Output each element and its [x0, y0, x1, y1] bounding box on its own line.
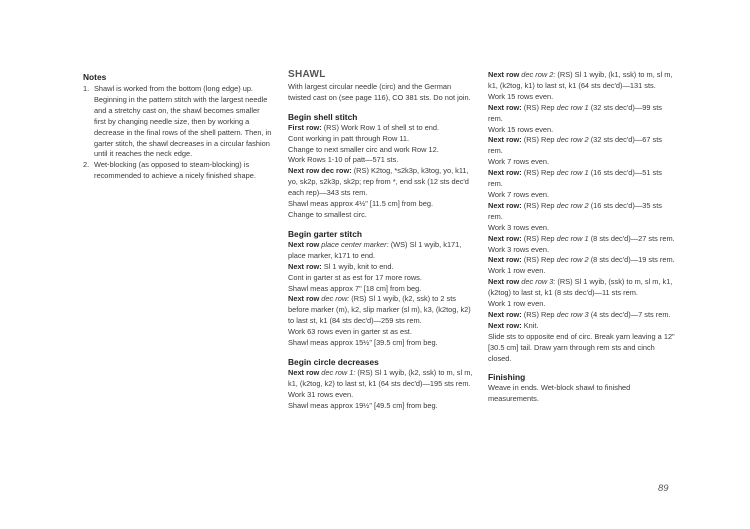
row-ref: dec row 2 [556, 200, 589, 210]
finishing-heading: Finishing [488, 372, 526, 383]
garter-heading: Begin garter stitch [288, 228, 362, 239]
circle-heading: Begin circle decreases [288, 356, 379, 367]
instruction-line [488, 255, 676, 266]
note-number: 1. [83, 84, 90, 93]
instruction-line [488, 201, 676, 223]
shawl-title: SHAWL [288, 69, 326, 80]
garter-line: Work 63 rows even in garter st as est. [288, 327, 412, 337]
row-text: (16 sts dec'd)—35 sts rem. [488, 200, 662, 221]
notes-heading: Notes [83, 72, 107, 82]
garter-line [288, 294, 476, 327]
finishing-section [488, 372, 676, 405]
row-label: Next row: [488, 255, 522, 265]
row-ref: dec row 1 [556, 102, 589, 112]
row-label: Next row: [488, 168, 522, 178]
shell-stitch-section [288, 112, 476, 221]
instruction-line [488, 234, 676, 245]
row-text: (4 sts dec'd)—7 sts rem. [588, 309, 671, 319]
row-text: (RS) Sl 1 wyib, (ssk) to m, sl m, k1, (k2tog) to last st, k1 (8 sts dec'd)—11 sts rem. [488, 277, 673, 298]
instruction-line [488, 310, 676, 321]
shell-line: Shawl meas approx 4½" [11.5 cm] from beg. [288, 199, 434, 209]
row-text: Sl 1 wyib, knit to end. [321, 261, 394, 271]
shell-heading: Begin shell stitch [288, 111, 358, 122]
row-text: (RS) Rep [521, 200, 557, 210]
note-text: Shawl is worked from the bottom (long edge) up. Beginning in the pattern stitch with the largest needle and a stretchy cast on, the shawl becomes smaller first by changing needle size, then by working a decrease in the final rows of the shell pattern. Then, in garter stitch, the shawl decreases in a circular fashion until it reaches the neck edge. [94, 84, 272, 159]
instruction-line: Work 15 rows even. [488, 91, 554, 101]
row-ref: dec row 2 [556, 135, 589, 145]
garter-line: Shawl meas approx 15½" [39.5 cm] from beg. [288, 338, 438, 348]
row-subtitle: dec row 1: [319, 367, 356, 377]
decrease-continuation-section [488, 70, 676, 405]
garter-line [288, 240, 476, 262]
row-label: Next row: [488, 200, 522, 210]
shell-line: Change to next smaller circ and work Row 12. [288, 144, 439, 154]
page-number: 89 [658, 483, 669, 494]
note-text: Wet-blocking (as opposed to steam-blocking) is recommended to achieve a nicely finished shape. [94, 160, 256, 181]
row-ref: dec row 3 [556, 309, 589, 319]
row-text: (RS) Work Row 1 of shell st to end. [321, 122, 440, 132]
row-text: (RS) Rep [521, 309, 557, 319]
row-text: (WS) Sl 1 wyib, k171, place marker, k171 to end. [288, 239, 462, 260]
note-item [83, 84, 273, 160]
note-number: 2. [83, 160, 90, 170]
circle-line [288, 368, 476, 390]
row-label: Next row [488, 70, 520, 79]
row-text: (RS) Rep [521, 135, 557, 145]
instruction-line [488, 135, 676, 157]
row-label: Next row: [288, 261, 322, 271]
row-label: Next row [288, 239, 320, 249]
row-label: Next row [488, 277, 520, 287]
instruction-line: Work 15 rows even. [488, 124, 554, 134]
notes-section [83, 72, 273, 182]
row-label: Next row: [488, 320, 522, 330]
row-text: (8 sts dec'd)—27 sts rem. [588, 233, 675, 243]
row-text: (32 sts dec'd)—99 sts rem. [488, 102, 662, 123]
row-label: Next row: [488, 233, 522, 243]
instruction-line [488, 103, 676, 125]
instruction-line: Work 1 row even. [488, 266, 546, 276]
instruction-line: Work 3 rows even. [488, 222, 550, 232]
garter-line: Shawl meas approx 7" [18 cm] from beg. [288, 283, 422, 293]
garter-line: Cont in garter st as est for 17 more rows. [288, 272, 422, 282]
row-text: (RS) Rep [521, 102, 557, 112]
row-label: Next row [288, 367, 320, 377]
instruction-line [488, 321, 676, 332]
instruction-line [488, 168, 676, 190]
row-label: Next row: [488, 135, 522, 145]
note-item [83, 160, 273, 182]
row-ref: dec row 1 [556, 168, 589, 178]
circle-decreases-section [288, 357, 476, 412]
shawl-intro: With largest circular needle (circ) and the German twisted cast on (see page 116), CO 381 sts. Do not join. [288, 81, 471, 102]
row-text: (RS) K2tog, *s2k3p, k3tog, yo, k11, yo, sk2p, s2k3p, sk2p; rep from *, end ssk (12 sts dec'd each rep)—343 sts rem. [288, 166, 469, 198]
circle-line: Work 31 rows even. [288, 389, 354, 399]
shell-line [288, 166, 476, 199]
finishing-text: Weave in ends. Wet-block shawl to finished measurements. [488, 383, 631, 404]
row-text: (32 sts dec'd)—67 sts rem. [488, 135, 662, 156]
row-label: Next row [288, 294, 320, 304]
instruction-line: Work 7 rows even. [488, 157, 550, 167]
instruction-line: Work 1 row even. [488, 299, 546, 309]
row-text: (RS) Sl 1 wyib, (k2, ssk) to m, sl m, k1, (k2tog, k2) to last st, k1 (64 sts dec'd)—195 sts rem. [288, 367, 473, 388]
row-label: Next row: [488, 309, 522, 319]
row-text: (RS) Rep [521, 255, 557, 265]
shawl-section [288, 70, 476, 412]
shell-line: Work Rows 1-10 of patt—571 sts. [288, 155, 399, 165]
row-subtitle: dec row 2: [519, 70, 556, 79]
row-subtitle: dec row: [319, 294, 350, 304]
instruction-line: Slide sts to opposite end of circ. Break yarn leaving a 12" [30.5 cm] tail. Draw yarn through rem sts and cinch closed. [488, 331, 675, 363]
row-subtitle: place center marker: [319, 239, 389, 249]
circle-line: Shawl meas approx 19½" [49.5 cm] from beg. [288, 400, 438, 410]
row-text: Knit. [521, 320, 539, 330]
instruction-line: Work 3 rows even. [488, 244, 550, 254]
garter-line [288, 262, 476, 273]
row-label: Next row: [488, 102, 522, 112]
row-text: (RS) Rep [521, 168, 557, 178]
garter-stitch-section [288, 229, 476, 349]
shell-line: Change to smallest circ. [288, 209, 367, 219]
row-subtitle: dec row 3: [519, 277, 556, 287]
shell-line: Cont working in patt through Row 11. [288, 133, 410, 143]
row-text: (RS) Sl 1 wyib, (k2, ssk) to 2 sts before marker (m), k2, slip marker (sl m), k3, (k2tog, k2) to last st, k1 (84 sts dec'd)—259 sts rem. [288, 294, 471, 326]
row-ref: dec row 1 [556, 233, 589, 243]
row-text: (16 sts dec'd)—51 sts rem. [488, 168, 662, 189]
row-text: (RS) Rep [521, 233, 557, 243]
row-text: (RS) Sl 1 wyib, (k1, ssk) to m, sl m, k1, (k2tog, k1) to last st, k1 (64 sts dec'd)—131 sts. [488, 70, 673, 90]
instruction-line [488, 70, 676, 92]
row-ref: dec row 2 [556, 255, 589, 265]
instruction-line [488, 277, 676, 299]
row-text: (8 sts dec'd)—19 sts rem. [588, 255, 675, 265]
row-label: Next row dec row: [288, 166, 352, 176]
shell-line [288, 123, 476, 134]
instruction-line: Work 7 rows even. [488, 189, 550, 199]
row-label: First row: [288, 122, 322, 132]
